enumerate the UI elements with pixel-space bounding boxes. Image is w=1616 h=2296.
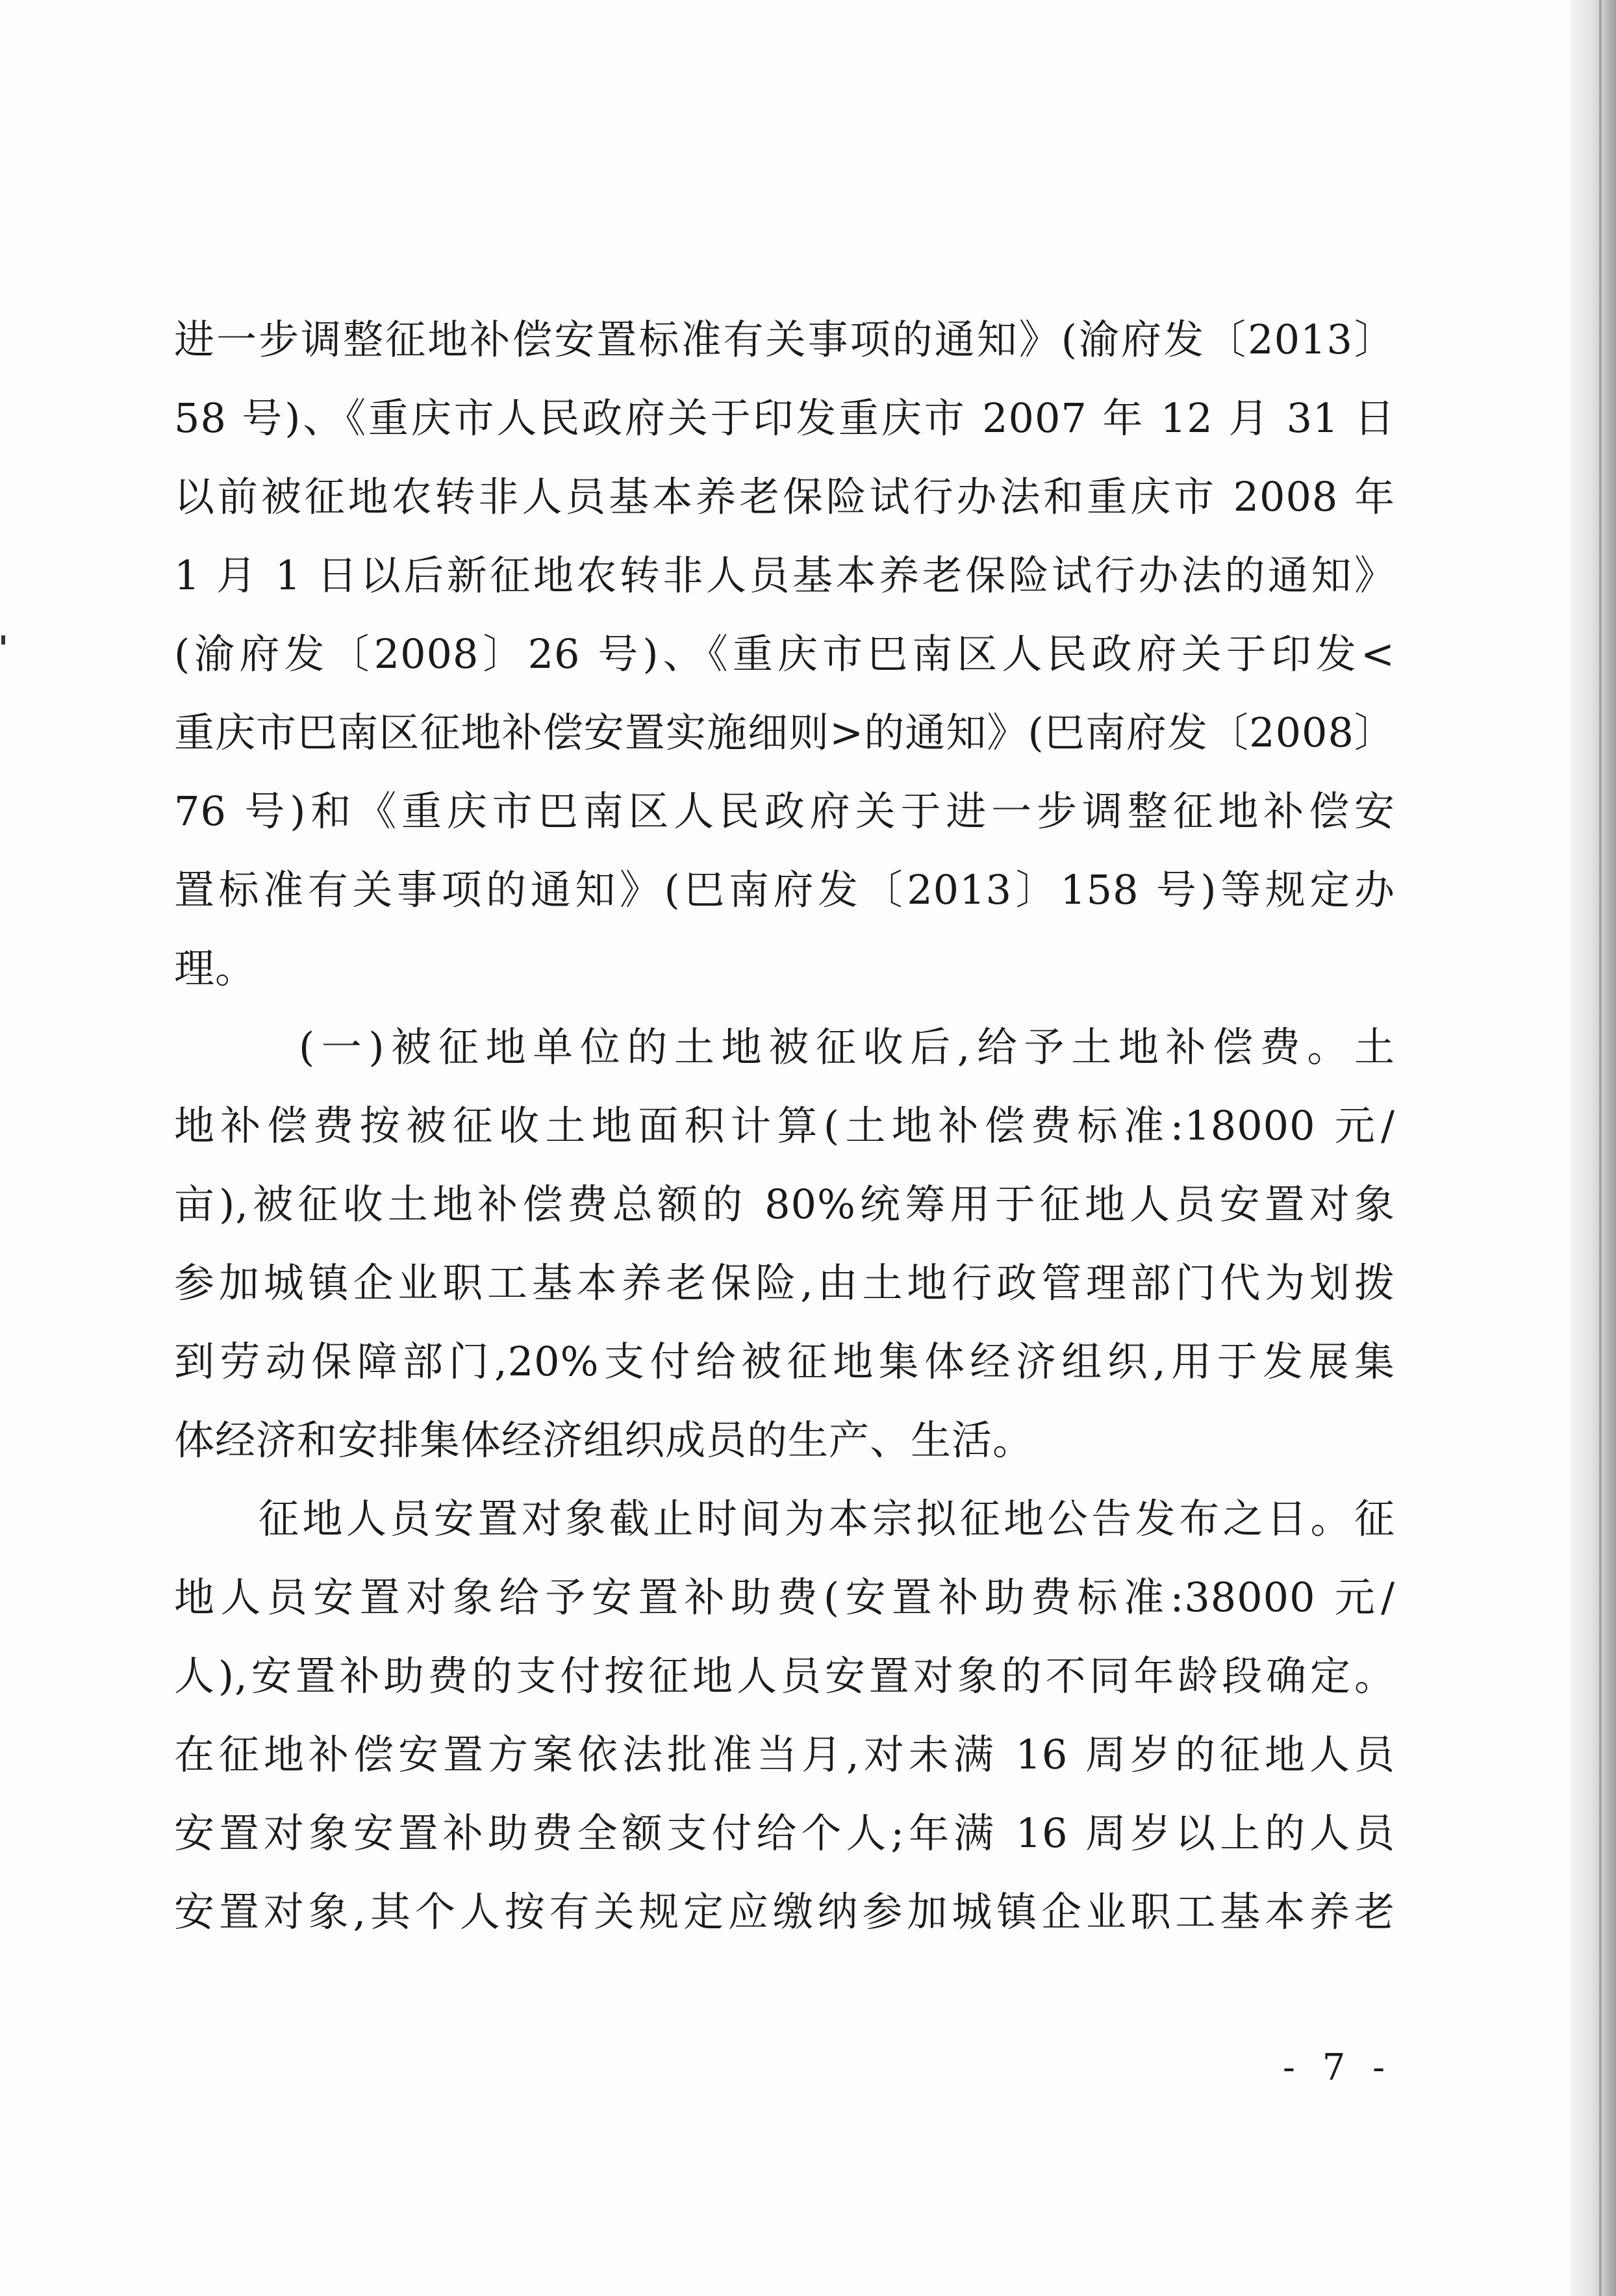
- scan-speck: [1, 635, 5, 644]
- body-line: 理。: [174, 945, 257, 992]
- scan-edge-line: [1599, 0, 1602, 2296]
- body-line: 到劳动保障部门,20%支付给被征地集体经济组织,用于发展集: [174, 1338, 1395, 1385]
- body-line: 参加城镇企业职工基本养老保险,由土地行政管理部门代为划拨: [174, 1259, 1395, 1307]
- paragraph-start-line: 征地人员安置对象截止时间为本宗拟征地公告发布之日。征: [259, 1495, 1395, 1542]
- body-line: 安置对象安置补助费全额支付给个人;年满 16 周岁以上的人员: [174, 1809, 1395, 1857]
- body-line: (渝府发〔2008〕26 号)、《重庆市巴南区人民政府关于印发<: [174, 630, 1395, 678]
- body-line: 58 号)、《重庆市人民政府关于印发重庆市 2007 年 12 月 31 日: [174, 394, 1395, 442]
- body-line: 亩),被征收土地补偿费总额的 80%统筹用于征地人员安置对象: [174, 1180, 1395, 1228]
- body-line: 进一步调整征地补偿安置标准有关事项的通知》(渝府发〔2013〕: [174, 316, 1395, 363]
- paragraph-start-line: (一)被征地单位的土地被征收后,给予土地补偿费。土: [299, 1023, 1395, 1071]
- body-line: 地人员安置对象给予安置补助费(安置补助费标准:38000 元/: [174, 1574, 1395, 1621]
- body-line: 76 号)和《重庆市巴南区人民政府关于进一步调整征地补偿安: [174, 787, 1395, 835]
- body-line: 以前被征地农转非人员基本养老保险试行办法和重庆市 2008 年: [174, 473, 1395, 520]
- body-line: 地补偿费按被征收土地面积计算(土地补偿费标准:18000 元/: [174, 1102, 1395, 1149]
- body-line: 体经济和安排集体经济组织成员的生产、生活。: [174, 1416, 1034, 1464]
- page-number: - 7 -: [1283, 2047, 1393, 2089]
- body-line: 人),安置补助费的支付按征地人员安置对象的不同年龄段确定。: [174, 1652, 1395, 1700]
- body-line: 1 月 1 日以后新征地农转非人员基本养老保险试行办法的通知》: [174, 552, 1395, 599]
- scan-edge-shadow: [1571, 0, 1616, 2296]
- document-body: [174, 300, 1395, 1951]
- body-line: 安置对象,其个人按有关规定应缴纳参加城镇企业职工基本养老: [174, 1888, 1395, 1935]
- body-line: 在征地补偿安置方案依法批准当月,对未满 16 周岁的征地人员: [174, 1731, 1395, 1778]
- body-line: 置标准有关事项的通知》(巴南府发〔2013〕158 号)等规定办: [174, 866, 1395, 913]
- body-line: 重庆市巴南区征地补偿安置实施细则>的通知》(巴南府发〔2008〕: [174, 709, 1395, 756]
